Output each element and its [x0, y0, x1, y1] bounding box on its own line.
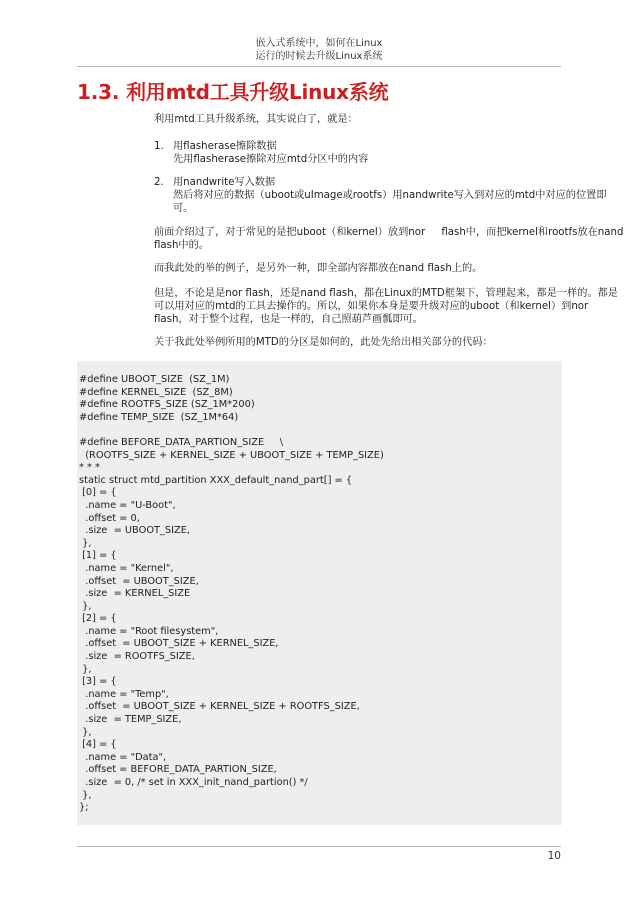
code-line: .offset = 0,: [79, 512, 140, 524]
code-listing: [79, 374, 559, 815]
code-line: .offset = UBOOT_SIZE,: [79, 575, 199, 587]
intro-paragraph: 利用mtd工具升级系统，其实说白了，就是：: [154, 114, 358, 125]
code-line: [4] = {: [79, 739, 117, 751]
footer-divider: [77, 846, 561, 847]
list-number: 2.: [154, 177, 164, 188]
paragraph-line: flash中的。: [154, 240, 209, 251]
list-item-detail: 先用flasherase擦除对应mtd分区中的内容: [173, 154, 369, 165]
code-line: };: [79, 802, 89, 814]
code-line: .size = ROOTFS_SIZE,: [79, 651, 195, 663]
code-line: #define UBOOT_SIZE (SZ_1M): [79, 374, 230, 385]
code-line: },: [79, 537, 92, 549]
code-line: .name = "Root filesystem",: [79, 625, 219, 637]
paragraph-line: 可以用对应的mtd的工具去操作的。所以，如果你本身是要升级对应的uboot（和kernel）到nor: [154, 301, 589, 312]
code-line: },: [79, 789, 92, 801]
list-number: 1.: [154, 141, 164, 152]
code-line: .name = "U-Boot",: [79, 499, 176, 511]
code-line: * * *: [79, 462, 100, 474]
code-line: static struct mtd_partition XXX_default_nand_part[] = {: [79, 474, 353, 486]
code-line: [2] = {: [79, 613, 117, 625]
header-line-2: 运行的时候去升级Linux系统: [255, 51, 383, 62]
code-line: [1] = {: [79, 550, 117, 562]
code-line: .offset = UBOOT_SIZE + KERNEL_SIZE + ROOTFS_SIZE,: [79, 701, 360, 713]
code-line: },: [79, 726, 92, 738]
code-line: [3] = {: [79, 676, 117, 688]
code-line: .offset = BEFORE_DATA_PARTION_SIZE,: [79, 764, 277, 776]
paragraph: 关于我此处举例所用的MTD的分区是如何的，此处先给出相关部分的代码：: [154, 337, 493, 348]
list-item-title: 用flasherase擦除数据: [173, 141, 277, 152]
code-line: .name = "Data",: [79, 751, 167, 763]
header-divider: [77, 66, 561, 67]
code-line: .size = UBOOT_SIZE,: [79, 525, 191, 537]
paragraph: 而我此处的举的例子，是另外一种，即全部内容都放在nand flash上的。: [154, 263, 483, 274]
list-item-detail-cont: 可。: [173, 203, 194, 214]
code-line: .size = 0, /* set in XXX_init_nand_partion() */: [79, 777, 308, 788]
list-item-title: 用nandwrite写入数据: [173, 177, 276, 188]
code-line: .name = "Kernel",: [79, 562, 174, 574]
header-line-1: 嵌入式系统中，如何在Linux: [255, 38, 383, 49]
code-line: .size = TEMP_SIZE,: [79, 714, 182, 726]
list-item-detail: 然后将对应的数据（uboot或uImage或rootfs）用nandwrite写入到对应的mtd中对应的位置即: [173, 190, 607, 201]
code-line: [0] = {: [79, 487, 117, 499]
paragraph-line: 但是，不论是是nor flash，还是nand flash，都在Linux的MTD框架下，管理起来，都是一样的。都是: [154, 288, 618, 299]
paragraph: [154, 287, 638, 326]
paragraph-line: flash，对于整个过程，也是一样的，自己照葫芦画瓢即可。: [154, 314, 423, 325]
code-line: },: [79, 600, 92, 612]
code-line: .offset = UBOOT_SIZE + KERNEL_SIZE,: [79, 638, 279, 650]
paragraph: [154, 226, 638, 252]
code-line: .name = "Temp",: [79, 688, 169, 700]
section-title: 1.3. 利用mtd工具升级Linux系统: [77, 80, 389, 104]
page-number: 10: [547, 850, 561, 862]
running-header: [77, 37, 561, 63]
code-line: .size = KERNEL_SIZE: [79, 588, 191, 600]
code-line: #define BEFORE_DATA_PARTION_SIZE \: [79, 436, 284, 448]
paragraph-line: 前面介绍过了，对于常见的是把uboot（和kernel）放到nor flash中，而把kernel和rootfs放在nand: [154, 227, 624, 238]
code-line: #define KERNEL_SIZE (SZ_8M): [79, 386, 233, 398]
code-line: #define ROOTFS_SIZE (SZ_1M*200): [79, 399, 255, 411]
code-line: [79, 424, 559, 437]
code-line: #define TEMP_SIZE (SZ_1M*64): [79, 411, 239, 423]
code-line: (ROOTFS_SIZE + KERNEL_SIZE + UBOOT_SIZE + TEMP_SIZE): [79, 449, 384, 461]
code-line: },: [79, 663, 92, 675]
